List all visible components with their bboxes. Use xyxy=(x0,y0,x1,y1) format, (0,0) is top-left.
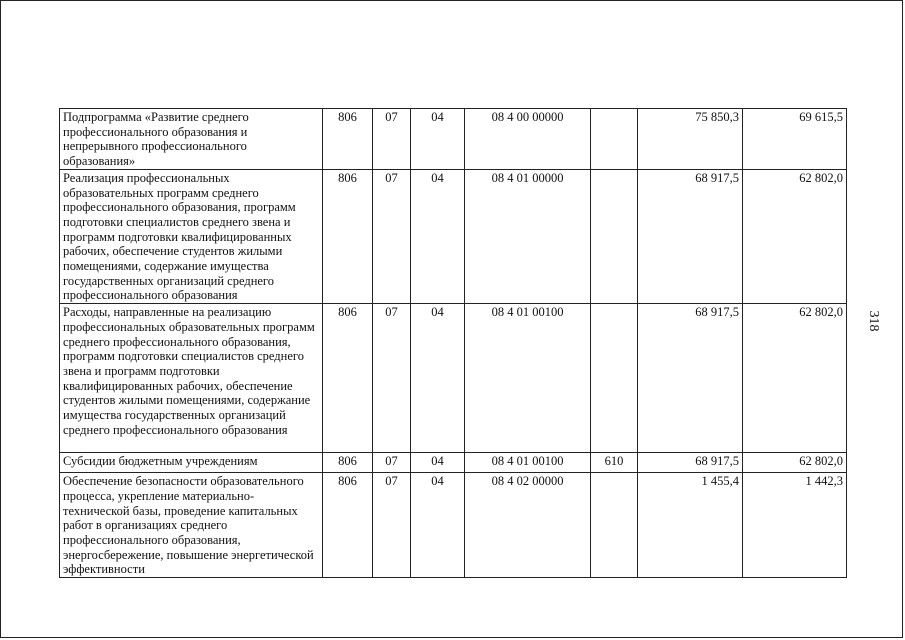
amount-1: 75 850,3 xyxy=(638,109,743,170)
row-name: Реализация профессиональных образовательных программ среднего профессионального образования, программ подготовки специалистов среднего звена и программ подготовки квалифицированных рабочих, обеспечение студентов жилыми помещениями, содержание имущества государственных организаций среднего профессионального образования xyxy=(60,169,323,303)
amount-2: 62 802,0 xyxy=(743,453,847,473)
table-row xyxy=(60,473,847,578)
table-row xyxy=(60,109,847,170)
target-article-code: 08 4 01 00100 xyxy=(465,304,591,453)
table-row xyxy=(60,169,847,303)
amount-1: 68 917,5 xyxy=(638,453,743,473)
table-row xyxy=(60,453,847,473)
subsection-code: 04 xyxy=(411,473,465,578)
amount-2: 62 802,0 xyxy=(743,169,847,303)
budget-table xyxy=(59,108,847,578)
ministry-code: 806 xyxy=(323,473,373,578)
section-code: 07 xyxy=(373,473,411,578)
row-name: Обеспечение безопасности образовательного процесса, укрепление материально-технической базы, проведение капитальных работ в организациях среднего профессионального образования, энергосбережение, повышение энергетической эффективности xyxy=(60,473,323,578)
subsection-code: 04 xyxy=(411,109,465,170)
section-code: 07 xyxy=(373,169,411,303)
amount-2: 62 802,0 xyxy=(743,304,847,453)
amount-2: 1 442,3 xyxy=(743,473,847,578)
target-article-code: 08 4 00 00000 xyxy=(465,109,591,170)
expense-type-code xyxy=(591,169,638,303)
page-number: 318 xyxy=(866,310,881,332)
expense-type-code xyxy=(591,109,638,170)
subsection-code: 04 xyxy=(411,453,465,473)
row-name: Субсидии бюджетным учреждениям xyxy=(60,453,323,473)
amount-1: 68 917,5 xyxy=(638,169,743,303)
expense-type-code xyxy=(591,304,638,453)
ministry-code: 806 xyxy=(323,453,373,473)
expense-type-code xyxy=(591,473,638,578)
target-article-code: 08 4 01 00100 xyxy=(465,453,591,473)
row-name: Расходы, направленные на реализацию профессиональных образовательных программ среднего профессионального образования, программ подготовки специалистов среднего звена и программ подготовки квалифицированных рабочих, обеспечение студентов жилыми помещениями, содержание имущества государственных организаций среднего профессионального образования xyxy=(60,304,323,453)
row-name: Подпрограмма «Развитие среднего профессионального образования и непрерывного профессионального образования» xyxy=(60,109,323,170)
target-article-code: 08 4 02 00000 xyxy=(465,473,591,578)
section-code: 07 xyxy=(373,453,411,473)
table-row xyxy=(60,304,847,453)
amount-1: 1 455,4 xyxy=(638,473,743,578)
section-code: 07 xyxy=(373,109,411,170)
target-article-code: 08 4 01 00000 xyxy=(465,169,591,303)
ministry-code: 806 xyxy=(323,169,373,303)
ministry-code: 806 xyxy=(323,304,373,453)
subsection-code: 04 xyxy=(411,169,465,303)
expense-type-code: 610 xyxy=(591,453,638,473)
section-code: 07 xyxy=(373,304,411,453)
amount-1: 68 917,5 xyxy=(638,304,743,453)
ministry-code: 806 xyxy=(323,109,373,170)
subsection-code: 04 xyxy=(411,304,465,453)
amount-2: 69 615,5 xyxy=(743,109,847,170)
